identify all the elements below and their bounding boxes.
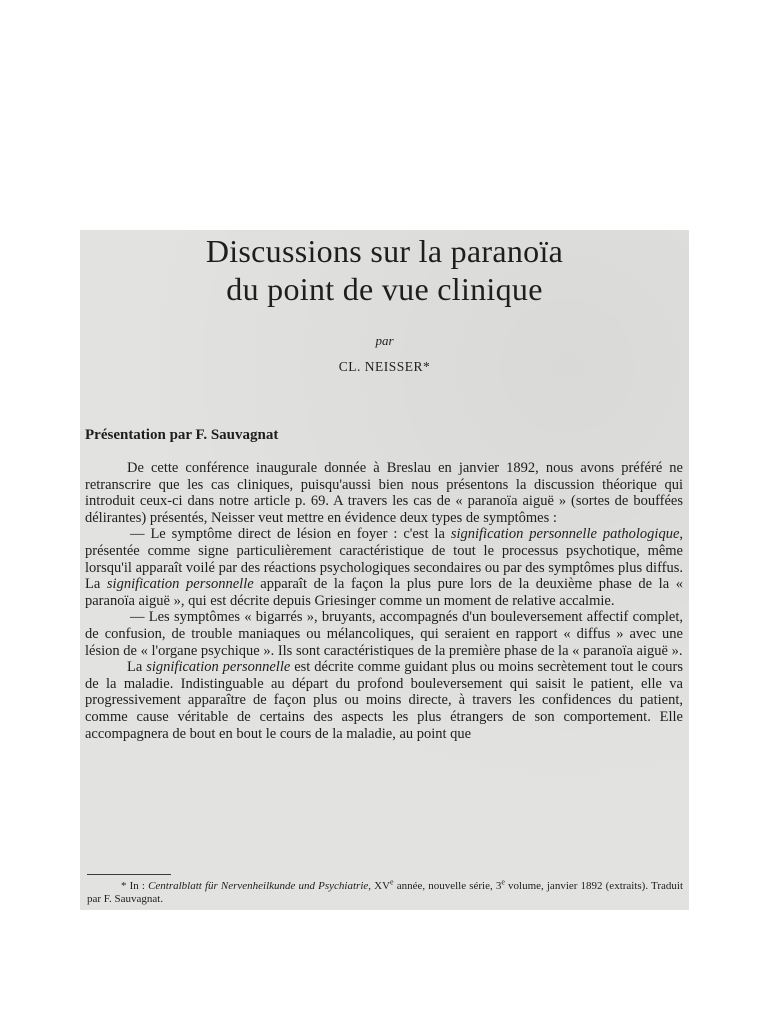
body-paragraph [85,460,683,526]
footnote-end: volume, janvier 1892 (extraits). Traduit par F. Sauvagnat. [87,880,684,905]
footnote [87,877,684,906]
author-name: CL. NEISSER* [338,359,431,374]
footnote-divider [87,874,171,875]
text-run: , présentée comme signe particulièrement caractéristique de tout le processus psychotique, même lorsqu'il apparaît voilé par des réactions psychologiques secondaires ou par des symptômes plus diffus. La [85,526,684,593]
document-page [80,230,689,910]
italic-term: signification personnelle [146,659,291,676]
footnote-lead: * In : [121,880,149,892]
footnote-sup-1: e [390,877,394,887]
footnote-journal: Centralblatt für Nervenheilkunde und Psychiatrie [148,880,369,892]
footnote-after-journal: , XV [368,880,391,892]
body-text [85,460,683,742]
text-run: — Les symptômes « bigarrés », bruyants, accompagnés d'un bouleversement affectif complet, de confusion, de trouble maniaques ou mélancoliques, qui seraient en rapport « diffus » avec une lésion de « l'organe psychique ». Ils sont caractéristiques de la première phase de la « paranoïa aiguë ». [85,609,683,659]
italic-term: signification personnelle [106,576,254,593]
title-line-2: du point de vue clinique [226,271,543,307]
text-run: apparaît de la façon la plus pure lors de la deuxième phase de la « paranoïa aiguë », qui est décrite depuis Griesinger comme un moment de relative accalmie. [85,576,683,609]
body-paragraph [85,526,683,609]
title-line-1: Discussions sur la paranoïa [205,233,564,269]
body-paragraph [85,659,683,742]
text-run: — Le symptôme direct de lésion en foyer : c'est la [130,526,451,543]
text-run: De cette conférence inaugurale donnée à Breslau en janvier 1892, nous avons préféré ne retranscrire que les cas cliniques, puisqu'aussi bien nous présentons la discussion théorique qui introduit ceux-ci dans notre article p. 69. A travers les cas de « paranoïa aiguë » (sortes de bouffées délirantes) présentés, Neisser veut mettre en évidence deux types de symptômes : [85,460,683,526]
text-run: est décrite comme guidant plus ou moins secrètement tout le cours de la maladie. Indistinguable au départ du profond bouleversement qui saisit le patient, elle va progressivement apparaître de façon plus ou moins directe, à travers les confidences du patient, comme cause véritable de certains des aspects les plus étrangers de son comportement. Elle accompagnera de bout en bout le cours de la maladie, au point que [85,659,683,742]
presentation-heading: Présentation par F. Sauvagnat [85,427,279,443]
footnote-middle: année, nouvelle série, 3 [393,880,502,892]
italic-term: signification personnelle pathologique [450,526,680,543]
footnote-sup-2: e [501,877,505,887]
byline-par: par [375,333,394,348]
text-run: La [127,659,147,676]
body-paragraph [85,609,683,659]
